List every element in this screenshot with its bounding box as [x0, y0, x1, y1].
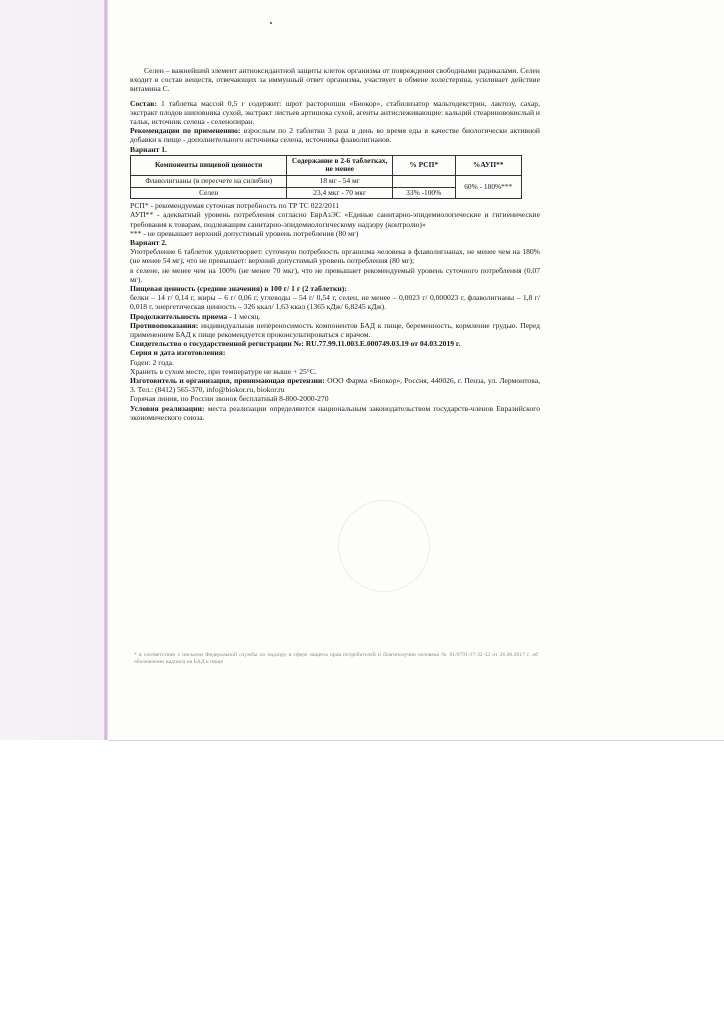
contraindications-paragraph — [130, 321, 540, 339]
variant2-paragraph: Употребление 6 таблеток удовлетворяет: суточную потребность организма человека в флаволигнанах, не менее чем на 180% (не менее 54 мг), что не превышает: верхний допустимый уровень потребления (80 мг); — [130, 247, 540, 266]
manufacturer-paragraph — [130, 376, 540, 394]
table-header-row — [131, 155, 522, 175]
footnote-aup: АУП** - адекватный уровень потребления согласно ЕврАзЭС «Единые санитарно-эпидемиологические и гигиенические требования к товарам, подлежащим санитарно-эпидемиологическому надзору (контролю)» — [130, 210, 540, 229]
duration-label: Продолжительность приема — [130, 311, 228, 321]
usage-paragraph — [130, 126, 540, 144]
realization-text: места реализации определяются национальным законодательством государств-членов Евразийского экономического союза. — [130, 403, 540, 422]
intro-text: – важнейший элемент антиоксидантной защиты клеток организма от повреждения свободными радикалами. Селен входит в состав веществ, отвечающих за иммунный ответ организма, участвует в обмене холестерина, усиливает действие витамина С. — [130, 66, 540, 94]
storage-conditions: Хранить в сухом месте, при температуре не выше + 25°С. — [130, 366, 317, 376]
realization-paragraph — [130, 404, 540, 422]
table-header: Компоненты пищевой ценности — [131, 155, 287, 175]
scan-left-margin — [0, 0, 108, 740]
document-body — [130, 66, 540, 422]
manufacturer-label: Изготовитель и организация, принимающая претензии: — [130, 376, 325, 386]
table-header: Содержание в 2-6 таблетках, не менее — [287, 155, 393, 175]
registration-certificate: Свидетельство о государственной регистрации №: RU.77.99.11.003.Е.000749.03.19 от 04.03.2019 г. — [130, 339, 461, 349]
contraindications-label: Противопоказания: — [130, 320, 199, 330]
intro-paragraph — [130, 66, 540, 94]
contraindications-text: индивидуальная непереносимость компонентов БАД к пище, беременность, кормление грудью. Перед применением БАД к пище рекомендуется проконсультироваться с врачом. — [130, 320, 540, 340]
table-cell: 60% - 180%*** — [455, 176, 522, 199]
composition-paragraph — [130, 99, 540, 127]
usage-text: взрослым по 2 таблетки 3 раза в день во время еды в качестве биологически активной добавки к пище - дополнительного источника селена, источника флаволигнанов. — [130, 126, 540, 145]
faint-stamp — [338, 500, 430, 592]
table-header: %АУП** — [455, 155, 522, 175]
table-row — [131, 176, 522, 188]
variant2-paragraph: в селене, не менее чем на 100% (не менее 70 мкг), что не превышает рекомендуемый уровень суточного потребления (0,07 мг). — [130, 265, 540, 284]
usage-label: Рекомендации по применению: — [130, 126, 241, 136]
table-cell: 33% -100% — [392, 187, 455, 199]
table-cell: Селен — [131, 187, 287, 199]
composition-label: Состав: — [130, 98, 157, 108]
table-cell: 23,4 мкг - 70 мкг — [287, 187, 393, 199]
shelf-life: Годен: 2 года. — [130, 357, 174, 367]
variant2-title: Вариант 2. — [130, 238, 167, 248]
intro-lead: Селен — [144, 66, 164, 75]
page-footnote: * в соответствии с письмом Федеральной службы по надзору в сфере защиты прав потребителей и благополучия человека № 01/6791-17-32-32 от 26.06.2017 г. об обозначении надписи на БАД к пище — [134, 651, 538, 665]
table-cell: 18 мг - 54 мг — [287, 176, 393, 188]
duration-paragraph — [130, 312, 540, 321]
table-header: % РСП* — [392, 155, 455, 175]
footnote-rsp: РСП* - рекомендуемая суточная потребность по ТР ТС 022/2011 — [130, 201, 340, 211]
composition-table — [130, 155, 522, 199]
manufacturer-text: ООО Фарма «Биокор», Россия, 440026, г. Пенза, ул. Лермонтова, 3. Тел.: (8412) 565-370, info@biokor.ru, biokor.ru — [130, 376, 540, 395]
table-cell — [392, 176, 455, 188]
nutrition-text: белки – 14 г/ 0,14 г, жиры – 6 г/ 0,06 г, углеводы – 54 г/ 0,54 г, селен, не менее – 0,0023 г/ 0,000023 г, флаволигнаны – 1,8 г/ 0,018 г, энергетическая ценность – 326 ккал/ 1,63 ккал (1365 кДж/ 6,8245 кДж). — [130, 293, 540, 312]
scan-speck — [270, 22, 272, 24]
nutrition-label: Пищевая ценность (средние значения) в 100 г/ 1 г (2 таблетки): — [130, 284, 347, 294]
variant1-title: Вариант 1. — [130, 144, 167, 154]
hotline: Горячая линия, по России звонок бесплатный 8-800-2000-270 — [130, 394, 329, 404]
composition-text: 1 таблетка массой 0,5 г содержит: шрот расторопши «Биокор», стабилизатор мальтодекстрин, лактозу, сахар, экстракт плодов шиповника сухой, экстракт листьев артишока сухой, агенты антислеживающие: кальций стеариновокислый и тальк, источник селена - селенопиран. — [130, 98, 540, 127]
realization-label: Условия реализации: — [130, 403, 205, 413]
serial-label: Серия и дата изготовления: — [130, 348, 226, 358]
duration-text: - 1 месяц. — [229, 311, 261, 321]
table-cell: Флаволигнаны (в пересчете на силибин) — [131, 176, 287, 188]
footnote-limit: *** - не превышает верхний допустимый уровень потребления (80 мг) — [130, 228, 359, 238]
